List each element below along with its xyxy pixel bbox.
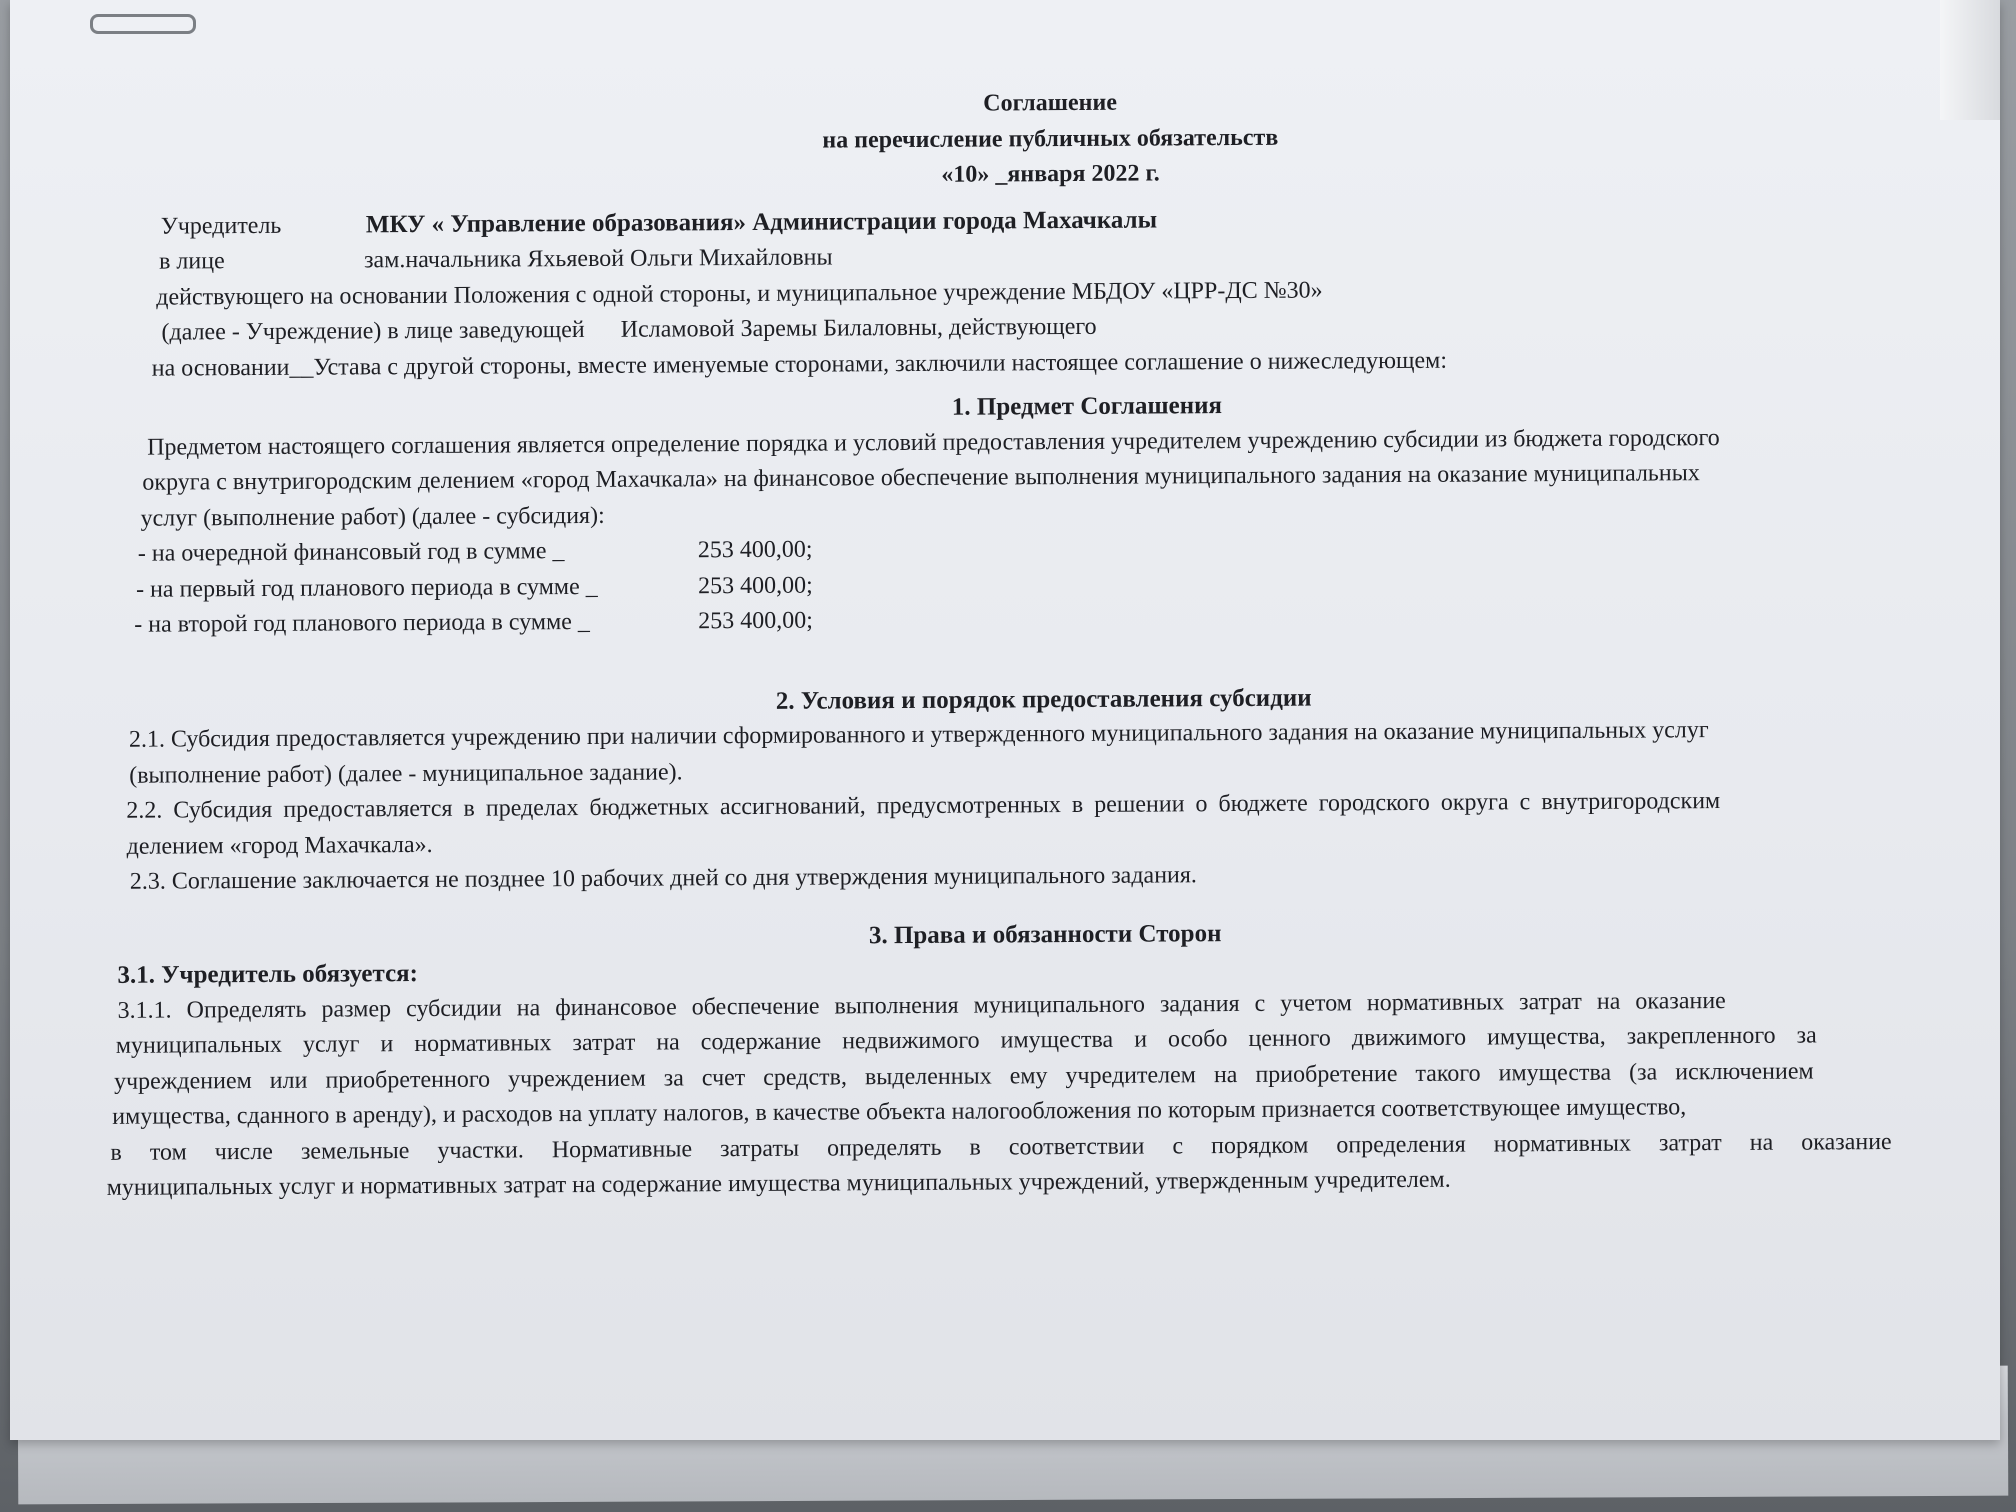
document-text <box>90 81 1977 1207</box>
section-1-p1-l2: округа с внутригородским делением «город Махачкала» на финансовое обеспечение выполнения муниципального задания на оказание муниципальных <box>142 460 1700 496</box>
section-2-p21-l2: (выполнение работ) (далее - муниципальное задание). <box>129 758 683 789</box>
parties-line-5: на основании__Устава с другой стороны, вместе именуемые сторонами, заключили настоящее соглашение о нижеследующем: <box>151 347 1448 382</box>
section-2-p23: 2.3. Соглашение заключается не позднее 10 рабочих дней со дня утверждения муниципального задания. <box>129 862 1197 895</box>
section-1-heading: 1. Предмет Соглашения <box>951 392 1223 421</box>
item-label: - на очередной финансовый год в сумме _ <box>137 538 565 567</box>
section-2-p22-l2: делением «город Махачкала». <box>126 831 433 860</box>
founder-label: Учредитель <box>160 212 282 240</box>
doc-title <box>170 81 1931 198</box>
section-2-p21-l1: 2.1. Субсидия предоставляется учреждению при наличии сформированного и утвержденного муниципального задания на оказание муниципальных услуг <box>128 717 1709 753</box>
section-3-l5: в том числе земельные участки. Нормативные затраты определять в соответствии с порядком определения нормативных затрат на оказание <box>110 1128 1892 1166</box>
item-label: - на второй год планового периода в сумме _ <box>134 608 590 638</box>
parties-line-3: действующего на основании Положения с одной стороны, и муниципальное учреждение МБДОУ «ЦРР-ДС №30» <box>156 276 1323 311</box>
parties-line-4a: (далее - Учреждение) в лице заведующей <box>161 316 585 346</box>
person-label: в лице <box>158 248 225 275</box>
person-name: зам.начальника Яхьяевой Ольги Михайловны <box>363 244 833 274</box>
parties-line-4b: Исламовой Заремы Билаловны, действующего <box>620 313 1097 343</box>
section-1-p1-l1: Предметом настоящего соглашения является определение порядка и условий предоставления учредителем учреждению субсидии из бюджета городского <box>147 424 1720 461</box>
title-line-2: на перечисление публичных обязательств <box>822 124 1279 154</box>
paper-clip <box>90 14 196 34</box>
section-2-p22-l1: 2.2. Субсидия предоставляется в пределах бюджетных ассигнований, предусмотренных в решении о бюджете городского округа с внутригородским <box>126 788 1721 824</box>
section-3-l4: имущества, сданного в аренду), и расходов на уплату налогов, в качестве объекта налогообложения по которым признается соответствующее имущество, <box>112 1094 1687 1130</box>
title-line-1: Соглашение <box>983 89 1118 117</box>
section-1-p1-l3: услуг (выполнение работ) (далее - субсидия): <box>140 502 605 532</box>
item-amount: 253 400,00; <box>697 536 813 564</box>
section-3-l2: муниципальных услуг и нормативных затрат на содержание недвижимого имущества и особо ценного движимого имущества, закрепленного за <box>115 1022 1817 1059</box>
section-2-heading: 2. Условия и порядок предоставления субсидии <box>775 684 1312 715</box>
founder-name: МКУ « Управление образования» Администрации города Махачкалы <box>365 205 1158 238</box>
item-amount: 253 400,00; <box>698 607 813 635</box>
section-3-heading: 3. Права и обязанности Сторон <box>868 919 1222 949</box>
section-3-l1: 3.1.1. Определять размер субсидии на финансовое обеспечение выполнения муниципального задания с учетом нормативных затрат на оказание <box>117 987 1726 1024</box>
item-amount: 253 400,00; <box>697 572 813 599</box>
item-label: - на первый год планового периода в сумме _ <box>135 573 598 603</box>
section-3-sub: 3.1. Учредитель обязуется: <box>117 960 419 989</box>
title-date: «10» _января 2022 г. <box>941 160 1160 188</box>
section-3-l3: учреждением или приобретенного учреждением за счет средств, выделенных ему учредителем на приобретение такого имущества (за исключением <box>113 1057 1814 1095</box>
section-3-l6: муниципальных услуг и нормативных затрат на содержание имущества муниципальных учреждений, утвержденным учредителем. <box>106 1166 1451 1201</box>
